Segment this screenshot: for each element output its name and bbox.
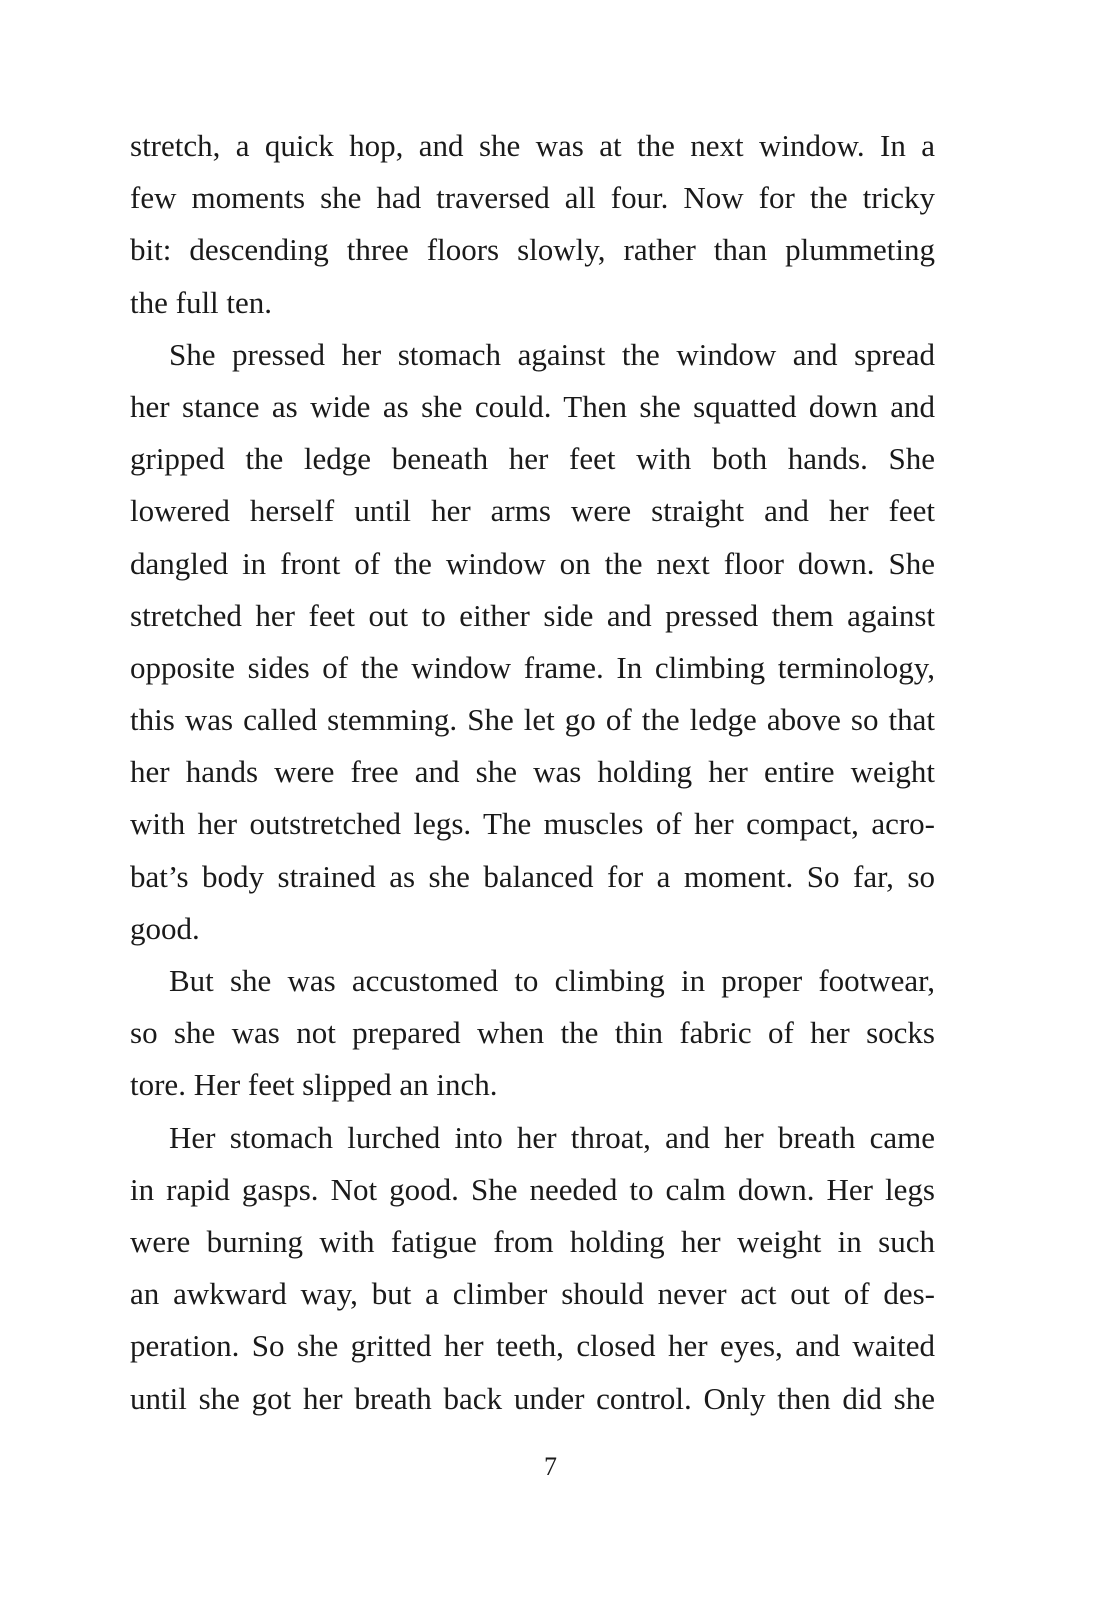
text-line: peration. So she gritted her teeth, closed her eyes, and waited: [130, 1328, 935, 1364]
text-line: her stance as wide as she could. Then she squatted down and: [130, 388, 935, 424]
text-line: so she was not prepared when the thin fabric of her socks: [130, 1015, 935, 1051]
page-number: 7: [544, 1452, 557, 1481]
text-line: stretch, a quick hop, and she was at the next window. In a: [130, 128, 935, 163]
text-line: her hands were free and she was holding her entire weight: [130, 754, 935, 790]
text-line: the full ten.: [130, 284, 273, 320]
text-line: bit: descending three floors slowly, rather than plummeting: [130, 232, 935, 268]
text-line: in rapid gasps. Not good. She needed to calm down. Her legs: [130, 1171, 935, 1207]
text-line: She pressed her stomach against the window and spread: [169, 336, 935, 372]
text-line: But she was accustomed to climbing in proper footwear,: [169, 963, 935, 998]
body-text: [130, 120, 935, 1425]
text-line: were burning with fatigue from holding her weight in such: [130, 1223, 935, 1259]
text-line: dangled in front of the window on the next floor down. She: [130, 545, 935, 581]
text-line: Her stomach lurched into her throat, and her breath came: [169, 1119, 935, 1155]
text-line: gripped the ledge beneath her feet with both hands. She: [130, 441, 935, 477]
text-line: good.: [130, 910, 200, 946]
text-line: until she got her breath back under control. Only then did she: [130, 1380, 935, 1416]
text-line: an awkward way, but a climber should never act out of des-: [130, 1276, 935, 1312]
text-line: with her outstretched legs. The muscles of her compact, acro-: [130, 806, 935, 842]
text-line: stretched her feet out to either side and pressed them against: [130, 597, 935, 633]
text-line: few moments she had traversed all four. Now for the tricky: [130, 180, 935, 216]
text-line: this was called stemming. She let go of the ledge above so that: [130, 702, 935, 738]
text-line: opposite sides of the window frame. In climbing terminology,: [130, 649, 935, 685]
text-line: bat’s body strained as she balanced for a moment. So far, so: [130, 858, 935, 894]
text-line: tore. Her feet slipped an inch.: [130, 1067, 498, 1103]
text-line: lowered herself until her arms were straight and her feet: [130, 493, 935, 529]
